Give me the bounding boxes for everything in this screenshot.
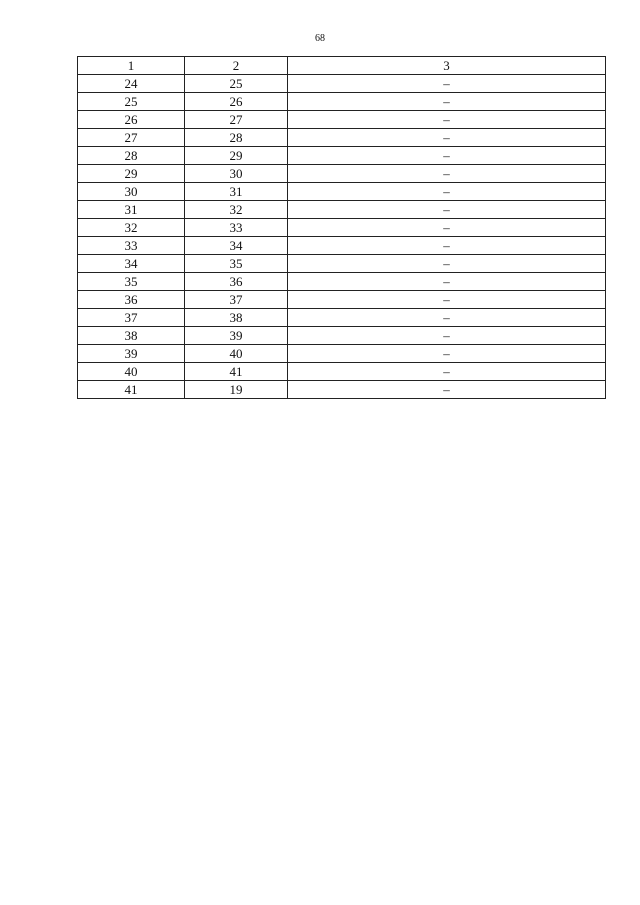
- header-cell-2: 2: [185, 57, 288, 75]
- table-row: [78, 327, 606, 345]
- page-number: 68: [315, 33, 325, 44]
- table-cell-col-1: 24: [78, 75, 185, 93]
- table-cell-col-2: 19: [185, 381, 288, 399]
- table-cell-col-1: 41: [78, 381, 185, 399]
- table-cell-col-2: 41: [185, 363, 288, 381]
- table-row: [78, 255, 606, 273]
- table-row: [78, 273, 606, 291]
- table-cell-col-2: 36: [185, 273, 288, 291]
- table-cell-col-3: –: [288, 93, 606, 111]
- table-cell-col-1: 26: [78, 111, 185, 129]
- table-row: [78, 237, 606, 255]
- table-row: [78, 219, 606, 237]
- table-cell-col-3: –: [288, 237, 606, 255]
- table-row: [78, 345, 606, 363]
- table-cell-col-3: –: [288, 345, 606, 363]
- table-cell-col-1: 25: [78, 93, 185, 111]
- table-row: [78, 75, 606, 93]
- table-row: [78, 309, 606, 327]
- table-cell-col-2: 35: [185, 255, 288, 273]
- table-row: [78, 183, 606, 201]
- table-cell-col-1: 30: [78, 183, 185, 201]
- data-table: [77, 56, 606, 399]
- table-cell-col-3: –: [288, 147, 606, 165]
- table-cell-col-3: –: [288, 363, 606, 381]
- table-cell-col-3: –: [288, 75, 606, 93]
- table-row: [78, 291, 606, 309]
- header-cell-3: 3: [288, 57, 606, 75]
- table-cell-col-3: –: [288, 201, 606, 219]
- table-cell-col-1: 29: [78, 165, 185, 183]
- table-cell-col-2: 26: [185, 93, 288, 111]
- table-row: [78, 363, 606, 381]
- table-row: [78, 201, 606, 219]
- table-cell-col-3: –: [288, 255, 606, 273]
- table-row: [78, 129, 606, 147]
- table-row: [78, 111, 606, 129]
- table-cell-col-2: 32: [185, 201, 288, 219]
- table-cell-col-2: 39: [185, 327, 288, 345]
- table-cell-col-3: –: [288, 381, 606, 399]
- table-cell-col-1: 28: [78, 147, 185, 165]
- table-cell-col-1: 34: [78, 255, 185, 273]
- table-cell-col-3: –: [288, 219, 606, 237]
- table-cell-col-2: 28: [185, 129, 288, 147]
- table-cell-col-3: –: [288, 291, 606, 309]
- table-row: [78, 93, 606, 111]
- table-cell-col-1: 35: [78, 273, 185, 291]
- table-cell-col-3: –: [288, 111, 606, 129]
- table-cell-col-2: 27: [185, 111, 288, 129]
- table-cell-col-1: 39: [78, 345, 185, 363]
- table-cell-col-3: –: [288, 327, 606, 345]
- header-cell-1: 1: [78, 57, 185, 75]
- table-body: [78, 57, 606, 399]
- table-cell-col-2: 38: [185, 309, 288, 327]
- table-cell-col-1: 32: [78, 219, 185, 237]
- table-cell-col-3: –: [288, 129, 606, 147]
- table-cell-col-3: –: [288, 309, 606, 327]
- table-cell-col-3: –: [288, 273, 606, 291]
- table-cell-col-3: –: [288, 183, 606, 201]
- table-row: [78, 381, 606, 399]
- table-cell-col-2: 37: [185, 291, 288, 309]
- table-cell-col-3: –: [288, 165, 606, 183]
- table-cell-col-2: 33: [185, 219, 288, 237]
- table-row: [78, 165, 606, 183]
- table-cell-col-2: 30: [185, 165, 288, 183]
- table-cell-col-2: 40: [185, 345, 288, 363]
- table-cell-col-1: 33: [78, 237, 185, 255]
- table-cell-col-1: 38: [78, 327, 185, 345]
- table-cell-col-2: 29: [185, 147, 288, 165]
- table-cell-col-1: 36: [78, 291, 185, 309]
- table-cell-col-1: 40: [78, 363, 185, 381]
- table-cell-col-1: 27: [78, 129, 185, 147]
- table-cell-col-1: 37: [78, 309, 185, 327]
- table-cell-col-2: 34: [185, 237, 288, 255]
- table-row: [78, 147, 606, 165]
- table-header-row: [78, 57, 606, 75]
- table-cell-col-2: 31: [185, 183, 288, 201]
- table-cell-col-1: 31: [78, 201, 185, 219]
- table-cell-col-2: 25: [185, 75, 288, 93]
